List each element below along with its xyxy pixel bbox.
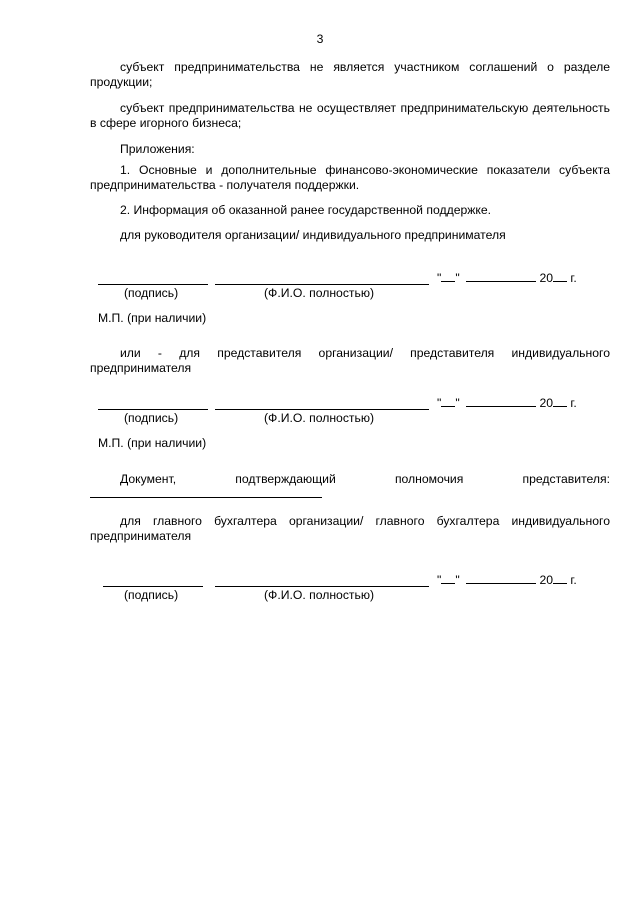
date-quote-close: " <box>455 271 460 285</box>
year-suffix: г. <box>570 271 577 285</box>
year-prefix: 20 <box>539 271 553 285</box>
year-prefix: 20 <box>539 396 553 410</box>
head-fio-line <box>215 284 429 285</box>
day-blank <box>441 270 455 282</box>
representative-date-field <box>437 395 577 411</box>
year-blank <box>553 395 567 407</box>
year-suffix: г. <box>570 573 577 587</box>
year-prefix: 20 <box>539 573 553 587</box>
year-blank <box>553 270 567 282</box>
condition-no-psa: субъект предпринимательства не является участником соглашений о разделе продукции; <box>90 60 610 89</box>
attachment-item-2: 2. Информация об оказанной ранее государственной поддержке. <box>120 203 492 217</box>
date-quote-open: " <box>437 573 442 587</box>
date-quote-close: " <box>455 573 460 587</box>
accountant-block-title: для главного бухгалтера организации/ главного бухгалтера индивидуального предпринимателя <box>90 514 610 543</box>
date-quote-open: " <box>437 396 442 410</box>
accountant-signature-caption: (подпись) <box>124 588 179 602</box>
attachments-heading: Приложения: <box>120 142 195 156</box>
representative-fio-line <box>215 409 429 410</box>
head-fio-caption: (Ф.И.О. полностью) <box>264 286 375 300</box>
representative-seal-note: М.П. (при наличии) <box>98 436 207 450</box>
representative-signature-caption: (подпись) <box>124 411 179 425</box>
head-signature-caption: (подпись) <box>124 286 179 300</box>
accountant-fio-caption: (Ф.И.О. полностью) <box>264 588 375 602</box>
representative-fio-caption: (Ф.И.О. полностью) <box>264 411 375 425</box>
year-blank <box>553 572 567 584</box>
representative-signature-line <box>98 409 208 410</box>
day-blank <box>441 395 455 407</box>
head-block-title: для руководителя организации/ индивидуального предпринимателя <box>120 228 506 242</box>
authority-document-line <box>90 497 322 498</box>
day-blank <box>441 572 455 584</box>
accountant-signature-line <box>103 586 203 587</box>
month-blank <box>466 395 536 407</box>
date-quote-close: " <box>455 396 460 410</box>
head-seal-note: М.П. (при наличии) <box>98 311 207 325</box>
authority-document-label: Документ, подтверждающий полномочия представителя: <box>120 472 610 486</box>
year-suffix: г. <box>570 396 577 410</box>
condition-no-gambling: субъект предпринимательства не осуществляет предпринимательскую деятельность в сфере игорного бизнеса; <box>90 101 610 130</box>
accountant-fio-line <box>215 586 429 587</box>
accountant-date-field <box>437 572 577 588</box>
representative-block-title: или - для представителя организации/ представителя индивидуального предпринимателя <box>90 346 610 375</box>
date-quote-open: " <box>437 271 442 285</box>
month-blank <box>466 270 536 282</box>
page-number: 3 <box>316 32 324 46</box>
head-signature-line <box>98 284 208 285</box>
head-date-field <box>437 270 577 286</box>
attachment-item-1: 1. Основные и дополнительные финансово-экономические показатели субъекта предпринимательства - получателя поддержки. <box>90 163 610 192</box>
month-blank <box>466 572 536 584</box>
